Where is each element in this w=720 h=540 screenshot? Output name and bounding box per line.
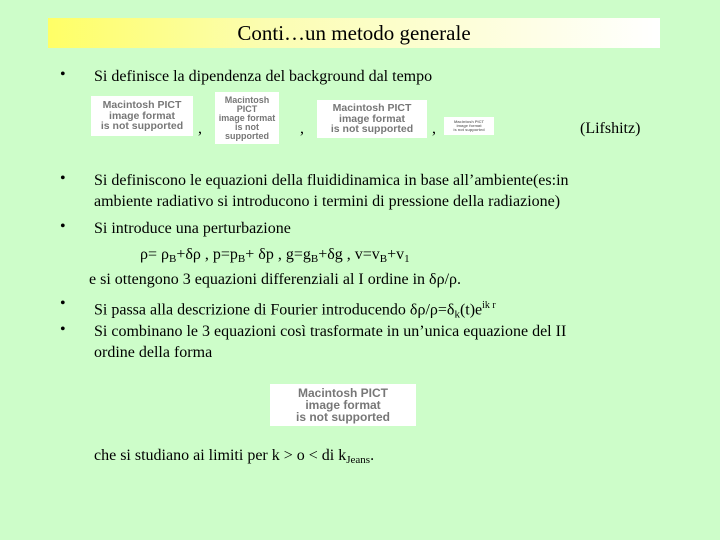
pict-line-1: Macintosh PICT bbox=[224, 94, 270, 114]
lifshitz-label: (Lifshitz) bbox=[580, 120, 641, 137]
comma-separator: , bbox=[198, 120, 202, 137]
slide-title: Conti…un metodo generale bbox=[237, 20, 471, 45]
bullet-text-3-continuation: e si ottengono 3 equazioni differenziali al I ordine in δρ/ρ. bbox=[89, 271, 461, 288]
bullet-text-4: Si passa alla descrizione di Fourier introducendo $\delta\rho/\rho=\delta_k(t)e^{ik r}$ bbox=[94, 300, 496, 321]
pict-line-1: Macintosh PICT bbox=[102, 99, 182, 112]
bullet-text-5-line-1: Si combinano le 3 equazioni così trasformate in un’unica equazione del II bbox=[94, 323, 567, 340]
pict-line-3: is not supported bbox=[225, 121, 269, 141]
pict-line-2: image format bbox=[456, 123, 482, 128]
bullet-text-2-line-2: ambiente radiativo si introducono i termini di pressione della radiazione) bbox=[94, 193, 561, 210]
pict-line-1: Macintosh PICT bbox=[297, 386, 388, 400]
bullet-text-2-line-1: Si definiscono le equazioni della fluididinamica in base all’ambiente(es:in bbox=[94, 172, 569, 189]
pict-line-3: is not supported bbox=[453, 127, 485, 132]
pict-line-2: image format bbox=[339, 112, 405, 125]
perturbation-equations: $\rho= \rho_B+\delta\rho$ , $p=p_B+ \delta p$ , $g=g_B+\delta g$ , $v=v_B+v_1$ bbox=[140, 246, 410, 265]
pict-line-3: is not supported bbox=[330, 123, 414, 136]
comma-separator: , bbox=[432, 120, 436, 137]
pict-placeholder-image bbox=[270, 384, 416, 426]
slide-title-bar bbox=[48, 18, 660, 48]
pict-placeholder-image bbox=[215, 92, 279, 144]
pict-line-1: Macintosh PICT bbox=[453, 119, 484, 124]
bullet-text-3: Si introduce una perturbazione bbox=[94, 220, 291, 237]
bullet-text-5-line-2: ordine della forma bbox=[94, 344, 213, 361]
pict-line-3: is not supported bbox=[100, 120, 184, 133]
bullet-marker: • bbox=[60, 66, 66, 83]
pict-placeholder-image bbox=[91, 96, 193, 136]
pict-placeholder-image bbox=[444, 117, 494, 135]
pict-line-3: is not supported bbox=[296, 410, 390, 424]
bullet-marker: • bbox=[60, 170, 66, 187]
bullet-marker: • bbox=[60, 321, 66, 338]
final-text: che si studiano ai limiti per k > o < di $k_{Jeans}$. bbox=[94, 447, 375, 466]
pict-line-2: image format bbox=[218, 112, 276, 123]
bullet-marker: • bbox=[60, 218, 66, 235]
bullet-marker: • bbox=[60, 295, 66, 312]
comma-separator: , bbox=[300, 120, 304, 137]
pict-line-1: Macintosh PICT bbox=[332, 102, 412, 115]
pict-line-2: image format bbox=[109, 109, 175, 122]
pict-placeholder-image bbox=[317, 100, 427, 138]
bullet-text-1: Si definisce la dipendenza del background dal tempo bbox=[94, 68, 433, 85]
pict-line-2: image format bbox=[305, 398, 381, 412]
